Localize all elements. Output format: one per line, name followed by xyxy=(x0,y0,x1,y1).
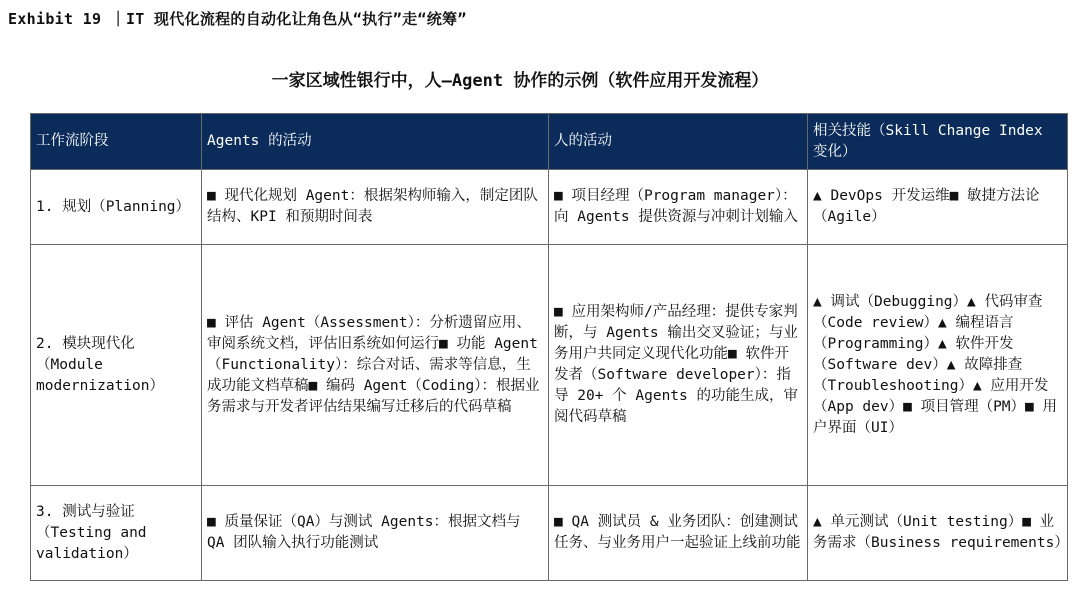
table-row xyxy=(31,245,1068,486)
cell-skills: ▲ DevOps 开发运维■ 敏捷方法论（Agile） xyxy=(808,170,1068,245)
table-header-row xyxy=(31,114,1068,170)
cell-agents: ■ 质量保证（QA）与测试 Agents：根据文档与 QA 团队输入执行功能测试 xyxy=(202,486,549,581)
cell-stage: 2. 模块现代化（Module modernization） xyxy=(31,245,202,486)
cell-skills: ▲ 单元测试（Unit testing）■ 业务需求（Business requirements） xyxy=(808,486,1068,581)
cell-humans: ■ 项目经理（Program manager）：向 Agents 提供资源与冲刺计划输入 xyxy=(549,170,808,245)
cell-stage: 3. 测试与验证（Testing and validation） xyxy=(31,486,202,581)
cell-humans: ■ QA 测试员 & 业务团队：创建测试任务、与业务用户一起验证上线前功能 xyxy=(549,486,808,581)
cell-agents: ■ 评估 Agent（Assessment）：分析遗留应用、审阅系统文档，评估旧系统如何运行■ 功能 Agent（Functionality）：综合对话、需求等信息，生成功能文档草稿■ 编码 Agent（Coding）：根据业务需求与开发者评估结果编写迁移后的代码草稿 xyxy=(202,245,549,486)
collaboration-table xyxy=(30,113,1068,581)
table-row xyxy=(31,170,1068,245)
header-humans: 人的活动 xyxy=(549,114,808,170)
cell-humans: ■ 应用架构师/产品经理：提供专家判断，与 Agents 输出交叉验证；与业务用户共同定义现代化功能■ 软件开发者（Software developer）：指导 20+ 个 Agents 的功能生成，审阅代码草稿 xyxy=(549,245,808,486)
header-agents: Agents 的活动 xyxy=(202,114,549,170)
table-row xyxy=(31,486,1068,581)
cell-skills: ▲ 调试（Debugging）▲ 代码审查（Code review）▲ 编程语言（Programming）▲ 软件开发（Software dev）▲ 故障排查（Troubleshooting）▲ 应用开发（App dev）■ 项目管理（PM）■ 用户界面（UI） xyxy=(808,245,1068,486)
header-skills: 相关技能（Skill Change Index 变化） xyxy=(808,114,1068,170)
table-subtitle: 一家区域性银行中，人—Agent 协作的示例（软件应用开发流程） xyxy=(271,71,769,91)
header-stage: 工作流阶段 xyxy=(31,114,202,170)
cell-stage: 1. 规划（Planning） xyxy=(31,170,202,245)
exhibit-title: Exhibit 19 ｜IT 现代化流程的自动化让角色从“执行”走“统筹” xyxy=(8,10,467,28)
cell-agents: ■ 现代化规划 Agent：根据架构师输入，制定团队结构、KPI 和预期时间表 xyxy=(202,170,549,245)
